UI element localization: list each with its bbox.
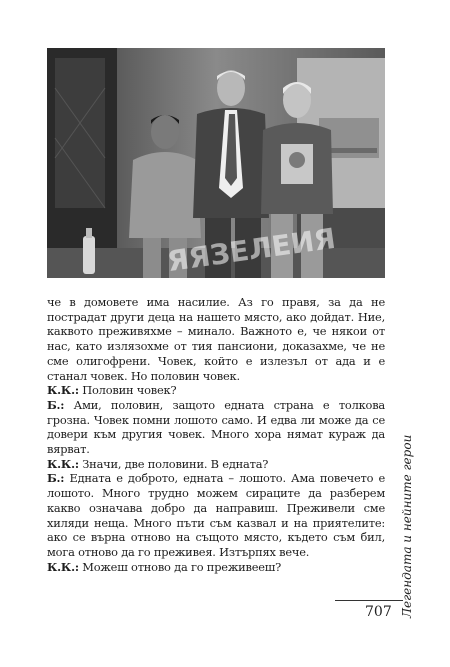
paragraph: че в домовете има насилие. Аз го правя, за да не пострадат други деца на нашето място, ако дойдат. Ние, каквото преживяхме – минало. Важното е, че някои от нас, като излязохме от тия пансиони, доказахме, че не сме олигофрени. Човек, който е излезъл от ада и е станал човек. Но половин човек.	[47, 295, 385, 383]
paragraph	[47, 471, 385, 559]
footer-rule	[335, 600, 403, 601]
speech-text: Половин човек?	[78, 383, 177, 398]
speech-text: Можеш отново да го преживееш?	[78, 559, 282, 574]
paragraph	[47, 457, 385, 472]
speech-text: Ами, половин, защото едната страна е толкова грозна. Човек помни лошото само. И едва ли може да се довери към другия човек. Много хора нямат кураж да вярват.	[47, 397, 385, 457]
photograph	[47, 48, 385, 278]
speaker-label: К.К.:	[47, 456, 79, 471]
speaker-label: Б.:	[47, 397, 65, 412]
paragraph	[47, 560, 385, 575]
interview-text	[47, 295, 385, 574]
svg-text:ЯЯЗЕЛЕИЯ: ЯЯЗЕЛЕИЯ	[165, 221, 338, 278]
paragraph	[47, 383, 385, 398]
speaker-label: Б.:	[47, 471, 65, 486]
running-title: Легендата и нейните герои	[400, 434, 414, 618]
watermark-logo	[47, 48, 385, 278]
speech-text: Едната е доброто, едната – лошото. Ама повечето е лошото. Много трудно можем сираците да разберем какво означава добро да направиш. Преживели сме хиляди неща. Много пъти съм казвал и на приятелите: ако се върна отново на същото място, където съм бил, мога отново да го преживея. Изтърпях вече.	[47, 471, 385, 559]
page-number: 707	[365, 604, 392, 620]
speech-text: Значи, две половини. В едната?	[78, 456, 269, 471]
paragraph	[47, 398, 385, 457]
speaker-label: К.К.:	[47, 383, 79, 398]
speaker-label: К.К.:	[47, 559, 79, 574]
